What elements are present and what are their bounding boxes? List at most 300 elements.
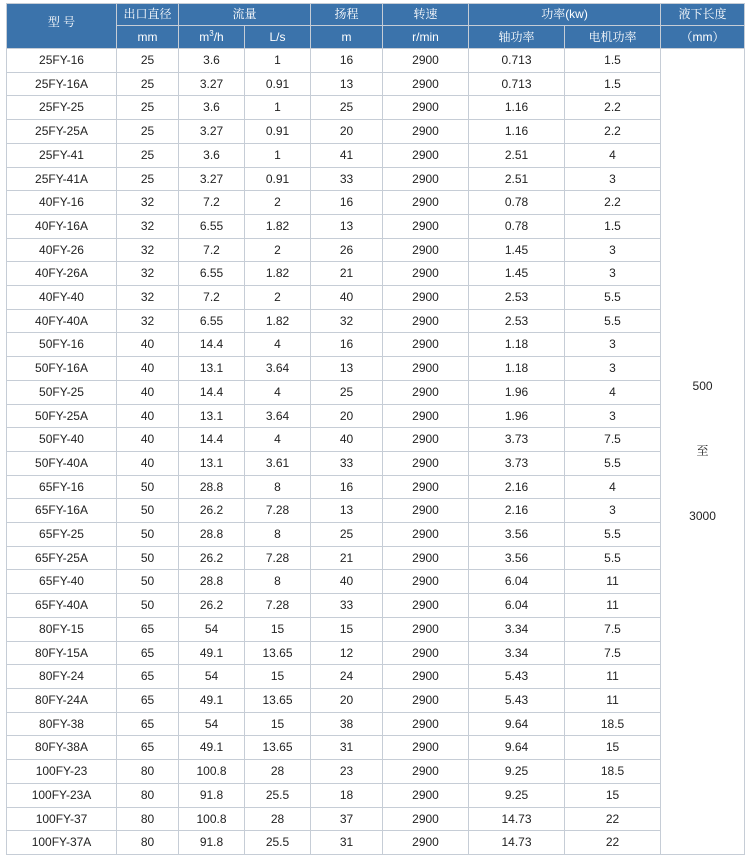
cell-speed: 2900	[383, 475, 469, 499]
cell-shaft-power: 9.25	[469, 760, 565, 784]
cell-motor-power: 22	[565, 807, 661, 831]
header-speed-unit: r/min	[383, 26, 469, 49]
cell-flow-ls: 3.64	[245, 404, 311, 428]
cell-head: 16	[311, 191, 383, 215]
cell-outlet-diameter: 32	[117, 214, 179, 238]
header-outlet-diameter: 出口直径	[117, 4, 179, 26]
cell-model: 80FY-24A	[7, 688, 117, 712]
cell-speed: 2900	[383, 120, 469, 144]
cell-flow-m3h: 6.55	[179, 309, 245, 333]
table-row	[7, 191, 745, 215]
cell-flow-m3h: 49.1	[179, 688, 245, 712]
cell-outlet-diameter: 80	[117, 831, 179, 855]
cell-speed: 2900	[383, 167, 469, 191]
cell-shaft-power: 1.45	[469, 262, 565, 286]
cell-motor-power: 7.5	[565, 617, 661, 641]
cell-outlet-diameter: 80	[117, 783, 179, 807]
cell-motor-power: 5.5	[565, 546, 661, 570]
cell-motor-power: 11	[565, 594, 661, 618]
cell-flow-ls: 7.28	[245, 499, 311, 523]
table-row	[7, 404, 745, 428]
cell-flow-m3h: 6.55	[179, 262, 245, 286]
cell-outlet-diameter: 65	[117, 688, 179, 712]
cell-model: 65FY-16	[7, 475, 117, 499]
cell-outlet-diameter: 80	[117, 760, 179, 784]
cell-speed: 2900	[383, 760, 469, 784]
cell-shaft-power: 3.73	[469, 451, 565, 475]
header-row-sub	[7, 26, 745, 49]
table-row	[7, 499, 745, 523]
table-row	[7, 783, 745, 807]
table-body	[7, 49, 745, 855]
cell-flow-m3h: 54	[179, 665, 245, 689]
table-row	[7, 475, 745, 499]
table-row	[7, 523, 745, 547]
cell-flow-ls: 1	[245, 143, 311, 167]
table-row	[7, 712, 745, 736]
cell-flow-ls: 0.91	[245, 167, 311, 191]
cell-speed: 2900	[383, 665, 469, 689]
cell-model: 40FY-26A	[7, 262, 117, 286]
cell-shaft-power: 1.18	[469, 357, 565, 381]
cell-flow-m3h: 100.8	[179, 760, 245, 784]
cell-head: 31	[311, 831, 383, 855]
cell-model: 100FY-37A	[7, 831, 117, 855]
cell-head: 13	[311, 214, 383, 238]
cell-model: 80FY-24	[7, 665, 117, 689]
cell-model: 65FY-16A	[7, 499, 117, 523]
cell-shaft-power: 2.53	[469, 286, 565, 310]
cell-flow-m3h: 3.27	[179, 167, 245, 191]
cell-motor-power: 1.5	[565, 214, 661, 238]
cell-speed: 2900	[383, 831, 469, 855]
cell-model: 65FY-40	[7, 570, 117, 594]
cell-shaft-power: 9.64	[469, 736, 565, 760]
cell-speed: 2900	[383, 49, 469, 73]
cell-flow-ls: 3.61	[245, 451, 311, 475]
cell-speed: 2900	[383, 143, 469, 167]
cell-speed: 2900	[383, 712, 469, 736]
cell-model: 50FY-16	[7, 333, 117, 357]
cell-motor-power: 4	[565, 143, 661, 167]
cell-outlet-diameter: 65	[117, 617, 179, 641]
cell-head: 24	[311, 665, 383, 689]
cell-model: 50FY-40A	[7, 451, 117, 475]
cell-head: 16	[311, 333, 383, 357]
cell-flow-ls: 1.82	[245, 309, 311, 333]
table-row	[7, 72, 745, 96]
cell-flow-m3h: 6.55	[179, 214, 245, 238]
cell-speed: 2900	[383, 594, 469, 618]
cell-flow-m3h: 14.4	[179, 428, 245, 452]
cell-outlet-diameter: 32	[117, 191, 179, 215]
cell-head: 38	[311, 712, 383, 736]
cell-model: 80FY-38A	[7, 736, 117, 760]
cell-shaft-power: 3.34	[469, 641, 565, 665]
cell-motor-power: 11	[565, 570, 661, 594]
header-speed: 转速	[383, 4, 469, 26]
cell-flow-m3h: 7.2	[179, 238, 245, 262]
cell-flow-m3h: 28.8	[179, 475, 245, 499]
cell-shaft-power: 0.713	[469, 72, 565, 96]
cell-flow-ls: 1.82	[245, 262, 311, 286]
cell-model: 80FY-15A	[7, 641, 117, 665]
cell-head: 40	[311, 428, 383, 452]
cell-outlet-diameter: 25	[117, 49, 179, 73]
cell-shaft-power: 3.56	[469, 523, 565, 547]
cell-flow-m3h: 54	[179, 617, 245, 641]
cell-flow-ls: 1	[245, 96, 311, 120]
cell-flow-m3h: 28.8	[179, 523, 245, 547]
cell-flow-m3h: 49.1	[179, 736, 245, 760]
cell-motor-power: 5.5	[565, 523, 661, 547]
depth-to: 3000	[689, 508, 716, 523]
cell-outlet-diameter: 40	[117, 380, 179, 404]
cell-motor-power: 4	[565, 475, 661, 499]
table-row	[7, 357, 745, 381]
table-row	[7, 570, 745, 594]
cell-model: 65FY-25	[7, 523, 117, 547]
cell-outlet-diameter: 50	[117, 570, 179, 594]
cell-flow-m3h: 13.1	[179, 451, 245, 475]
cell-speed: 2900	[383, 451, 469, 475]
cell-depth-range	[661, 49, 745, 855]
cell-flow-m3h: 49.1	[179, 641, 245, 665]
cell-head: 33	[311, 451, 383, 475]
cell-flow-m3h: 13.1	[179, 357, 245, 381]
cell-speed: 2900	[383, 570, 469, 594]
cell-shaft-power: 14.73	[469, 807, 565, 831]
cell-flow-ls: 28	[245, 807, 311, 831]
table-row	[7, 546, 745, 570]
cell-flow-ls: 1	[245, 49, 311, 73]
cell-outlet-diameter: 25	[117, 143, 179, 167]
cell-motor-power: 1.5	[565, 72, 661, 96]
cell-model: 25FY-25A	[7, 120, 117, 144]
header-depth: 液下长度	[661, 4, 745, 26]
table-row	[7, 617, 745, 641]
cell-shaft-power: 0.78	[469, 191, 565, 215]
cell-head: 21	[311, 262, 383, 286]
cell-speed: 2900	[383, 333, 469, 357]
cell-model: 25FY-16	[7, 49, 117, 73]
cell-shaft-power: 3.56	[469, 546, 565, 570]
cell-motor-power: 3	[565, 499, 661, 523]
cell-shaft-power: 1.16	[469, 96, 565, 120]
cell-flow-ls: 13.65	[245, 736, 311, 760]
table-row	[7, 309, 745, 333]
table-row	[7, 143, 745, 167]
cell-speed: 2900	[383, 404, 469, 428]
cell-shaft-power: 1.96	[469, 380, 565, 404]
cell-flow-ls: 7.28	[245, 546, 311, 570]
cell-speed: 2900	[383, 736, 469, 760]
cell-model: 65FY-40A	[7, 594, 117, 618]
cell-model: 40FY-26	[7, 238, 117, 262]
cell-flow-ls: 15	[245, 617, 311, 641]
cell-outlet-diameter: 40	[117, 357, 179, 381]
cell-motor-power: 3	[565, 262, 661, 286]
cell-motor-power: 11	[565, 665, 661, 689]
cell-model: 50FY-16A	[7, 357, 117, 381]
cell-speed: 2900	[383, 214, 469, 238]
cell-shaft-power: 6.04	[469, 594, 565, 618]
cell-speed: 2900	[383, 380, 469, 404]
header-flow-unit-m3	[179, 26, 245, 49]
cell-flow-m3h: 13.1	[179, 404, 245, 428]
cell-flow-ls: 8	[245, 523, 311, 547]
cell-shaft-power: 5.43	[469, 665, 565, 689]
cell-shaft-power: 6.04	[469, 570, 565, 594]
cell-speed: 2900	[383, 286, 469, 310]
cell-flow-m3h: 26.2	[179, 594, 245, 618]
cell-outlet-diameter: 32	[117, 286, 179, 310]
cell-speed: 2900	[383, 428, 469, 452]
cell-speed: 2900	[383, 262, 469, 286]
cell-head: 26	[311, 238, 383, 262]
flow-unit-tail: /h	[213, 30, 224, 44]
cell-flow-ls: 28	[245, 760, 311, 784]
cell-motor-power: 11	[565, 688, 661, 712]
header-flow-unit-ls: L/s	[245, 26, 311, 49]
cell-model: 40FY-40A	[7, 309, 117, 333]
cell-shaft-power: 2.53	[469, 309, 565, 333]
cell-head: 31	[311, 736, 383, 760]
header-head-unit: m	[311, 26, 383, 49]
cell-head: 13	[311, 357, 383, 381]
cell-model: 25FY-41A	[7, 167, 117, 191]
cell-model: 100FY-23	[7, 760, 117, 784]
table-row	[7, 831, 745, 855]
cell-motor-power: 5.5	[565, 451, 661, 475]
cell-head: 20	[311, 404, 383, 428]
table-row	[7, 238, 745, 262]
cell-model: 25FY-16A	[7, 72, 117, 96]
cell-shaft-power: 2.16	[469, 499, 565, 523]
cell-flow-ls: 0.91	[245, 120, 311, 144]
cell-flow-m3h: 14.4	[179, 380, 245, 404]
cell-outlet-diameter: 50	[117, 546, 179, 570]
cell-flow-m3h: 54	[179, 712, 245, 736]
cell-flow-ls: 25.5	[245, 783, 311, 807]
cell-flow-m3h: 26.2	[179, 499, 245, 523]
cell-outlet-diameter: 65	[117, 665, 179, 689]
cell-head: 33	[311, 167, 383, 191]
cell-speed: 2900	[383, 499, 469, 523]
cell-flow-ls: 2	[245, 191, 311, 215]
table-row	[7, 262, 745, 286]
table-row	[7, 380, 745, 404]
cell-model: 40FY-40	[7, 286, 117, 310]
cell-head: 18	[311, 783, 383, 807]
cell-model: 50FY-40	[7, 428, 117, 452]
table-row	[7, 49, 745, 73]
cell-shaft-power: 1.18	[469, 333, 565, 357]
cell-flow-m3h: 28.8	[179, 570, 245, 594]
cell-head: 23	[311, 760, 383, 784]
cell-flow-m3h: 100.8	[179, 807, 245, 831]
cell-flow-m3h: 3.6	[179, 96, 245, 120]
cell-speed: 2900	[383, 523, 469, 547]
cell-model: 80FY-38	[7, 712, 117, 736]
cell-flow-m3h: 7.2	[179, 191, 245, 215]
cell-speed: 2900	[383, 617, 469, 641]
cell-head: 25	[311, 96, 383, 120]
header-flow: 流量	[179, 4, 311, 26]
cell-outlet-diameter: 50	[117, 594, 179, 618]
cell-model: 25FY-41	[7, 143, 117, 167]
cell-outlet-diameter: 25	[117, 96, 179, 120]
cell-shaft-power: 3.73	[469, 428, 565, 452]
cell-model: 65FY-25A	[7, 546, 117, 570]
cell-outlet-diameter: 40	[117, 404, 179, 428]
table-row	[7, 594, 745, 618]
cell-outlet-diameter: 50	[117, 475, 179, 499]
cell-motor-power: 3	[565, 333, 661, 357]
cell-head: 40	[311, 570, 383, 594]
cell-flow-ls: 2	[245, 238, 311, 262]
cell-outlet-diameter: 32	[117, 262, 179, 286]
cell-flow-ls: 1.82	[245, 214, 311, 238]
cell-motor-power: 18.5	[565, 712, 661, 736]
cell-shaft-power: 14.73	[469, 831, 565, 855]
cell-speed: 2900	[383, 807, 469, 831]
cell-head: 25	[311, 380, 383, 404]
cell-motor-power: 5.5	[565, 309, 661, 333]
cell-model: 50FY-25	[7, 380, 117, 404]
cell-outlet-diameter: 25	[117, 167, 179, 191]
table-header	[7, 4, 745, 49]
cell-motor-power: 3	[565, 238, 661, 262]
table-row	[7, 665, 745, 689]
cell-flow-ls: 15	[245, 712, 311, 736]
cell-outlet-diameter: 25	[117, 72, 179, 96]
cell-head: 20	[311, 688, 383, 712]
cell-model: 100FY-37	[7, 807, 117, 831]
table-row	[7, 428, 745, 452]
cell-shaft-power: 9.25	[469, 783, 565, 807]
header-depth-unit: （mm）	[661, 26, 745, 49]
cell-model: 100FY-23A	[7, 783, 117, 807]
cell-flow-m3h: 7.2	[179, 286, 245, 310]
cell-head: 13	[311, 72, 383, 96]
flow-unit-sup: 3	[209, 29, 214, 38]
cell-motor-power: 2.2	[565, 96, 661, 120]
cell-outlet-diameter: 25	[117, 120, 179, 144]
cell-head: 20	[311, 120, 383, 144]
cell-motor-power: 7.5	[565, 428, 661, 452]
cell-flow-ls: 13.65	[245, 641, 311, 665]
cell-outlet-diameter: 32	[117, 309, 179, 333]
table-row	[7, 214, 745, 238]
cell-model: 25FY-25	[7, 96, 117, 120]
cell-head: 33	[311, 594, 383, 618]
table-row	[7, 167, 745, 191]
cell-flow-m3h: 14.4	[179, 333, 245, 357]
cell-shaft-power: 2.51	[469, 143, 565, 167]
cell-motor-power: 7.5	[565, 641, 661, 665]
cell-motor-power: 22	[565, 831, 661, 855]
cell-head: 32	[311, 309, 383, 333]
header-head: 扬程	[311, 4, 383, 26]
cell-head: 13	[311, 499, 383, 523]
cell-flow-ls: 0.91	[245, 72, 311, 96]
cell-flow-ls: 8	[245, 475, 311, 499]
cell-shaft-power: 9.64	[469, 712, 565, 736]
cell-speed: 2900	[383, 357, 469, 381]
cell-flow-ls: 4	[245, 333, 311, 357]
cell-flow-ls: 3.64	[245, 357, 311, 381]
cell-flow-m3h: 91.8	[179, 831, 245, 855]
cell-model: 50FY-25A	[7, 404, 117, 428]
cell-outlet-diameter: 40	[117, 333, 179, 357]
cell-motor-power: 2.2	[565, 191, 661, 215]
cell-flow-ls: 7.28	[245, 594, 311, 618]
cell-speed: 2900	[383, 641, 469, 665]
header-model: 型 号	[7, 4, 117, 49]
table-row	[7, 120, 745, 144]
cell-speed: 2900	[383, 72, 469, 96]
table-row	[7, 333, 745, 357]
cell-head: 16	[311, 475, 383, 499]
cell-motor-power: 4	[565, 380, 661, 404]
cell-outlet-diameter: 32	[117, 238, 179, 262]
cell-speed: 2900	[383, 96, 469, 120]
cell-motor-power: 3	[565, 357, 661, 381]
cell-flow-ls: 15	[245, 665, 311, 689]
cell-flow-ls: 13.65	[245, 688, 311, 712]
cell-head: 12	[311, 641, 383, 665]
cell-motor-power: 15	[565, 736, 661, 760]
table-row	[7, 286, 745, 310]
cell-model: 40FY-16A	[7, 214, 117, 238]
table-row	[7, 451, 745, 475]
cell-head: 37	[311, 807, 383, 831]
cell-motor-power: 18.5	[565, 760, 661, 784]
cell-outlet-diameter: 65	[117, 736, 179, 760]
cell-flow-ls: 25.5	[245, 831, 311, 855]
pump-spec-table	[6, 3, 745, 855]
cell-flow-m3h: 26.2	[179, 546, 245, 570]
cell-speed: 2900	[383, 309, 469, 333]
cell-speed: 2900	[383, 546, 469, 570]
table-row	[7, 96, 745, 120]
cell-flow-m3h: 3.27	[179, 120, 245, 144]
table-row	[7, 807, 745, 831]
cell-flow-m3h: 3.6	[179, 49, 245, 73]
cell-shaft-power: 0.78	[469, 214, 565, 238]
cell-shaft-power: 1.96	[469, 404, 565, 428]
header-shaft-power: 轴功率	[469, 26, 565, 49]
cell-model: 80FY-15	[7, 617, 117, 641]
depth-to-word: 至	[696, 444, 709, 459]
cell-outlet-diameter: 40	[117, 451, 179, 475]
cell-speed: 2900	[383, 783, 469, 807]
cell-head: 25	[311, 523, 383, 547]
depth-from: 500	[692, 379, 713, 394]
cell-shaft-power: 0.713	[469, 49, 565, 73]
cell-motor-power: 3	[565, 404, 661, 428]
flow-unit-m: m	[199, 30, 210, 44]
cell-flow-m3h: 91.8	[179, 783, 245, 807]
cell-outlet-diameter: 65	[117, 712, 179, 736]
cell-head: 15	[311, 617, 383, 641]
cell-speed: 2900	[383, 688, 469, 712]
header-outlet-unit: mm	[117, 26, 179, 49]
header-row-top	[7, 4, 745, 26]
cell-flow-m3h: 3.6	[179, 143, 245, 167]
cell-motor-power: 5.5	[565, 286, 661, 310]
